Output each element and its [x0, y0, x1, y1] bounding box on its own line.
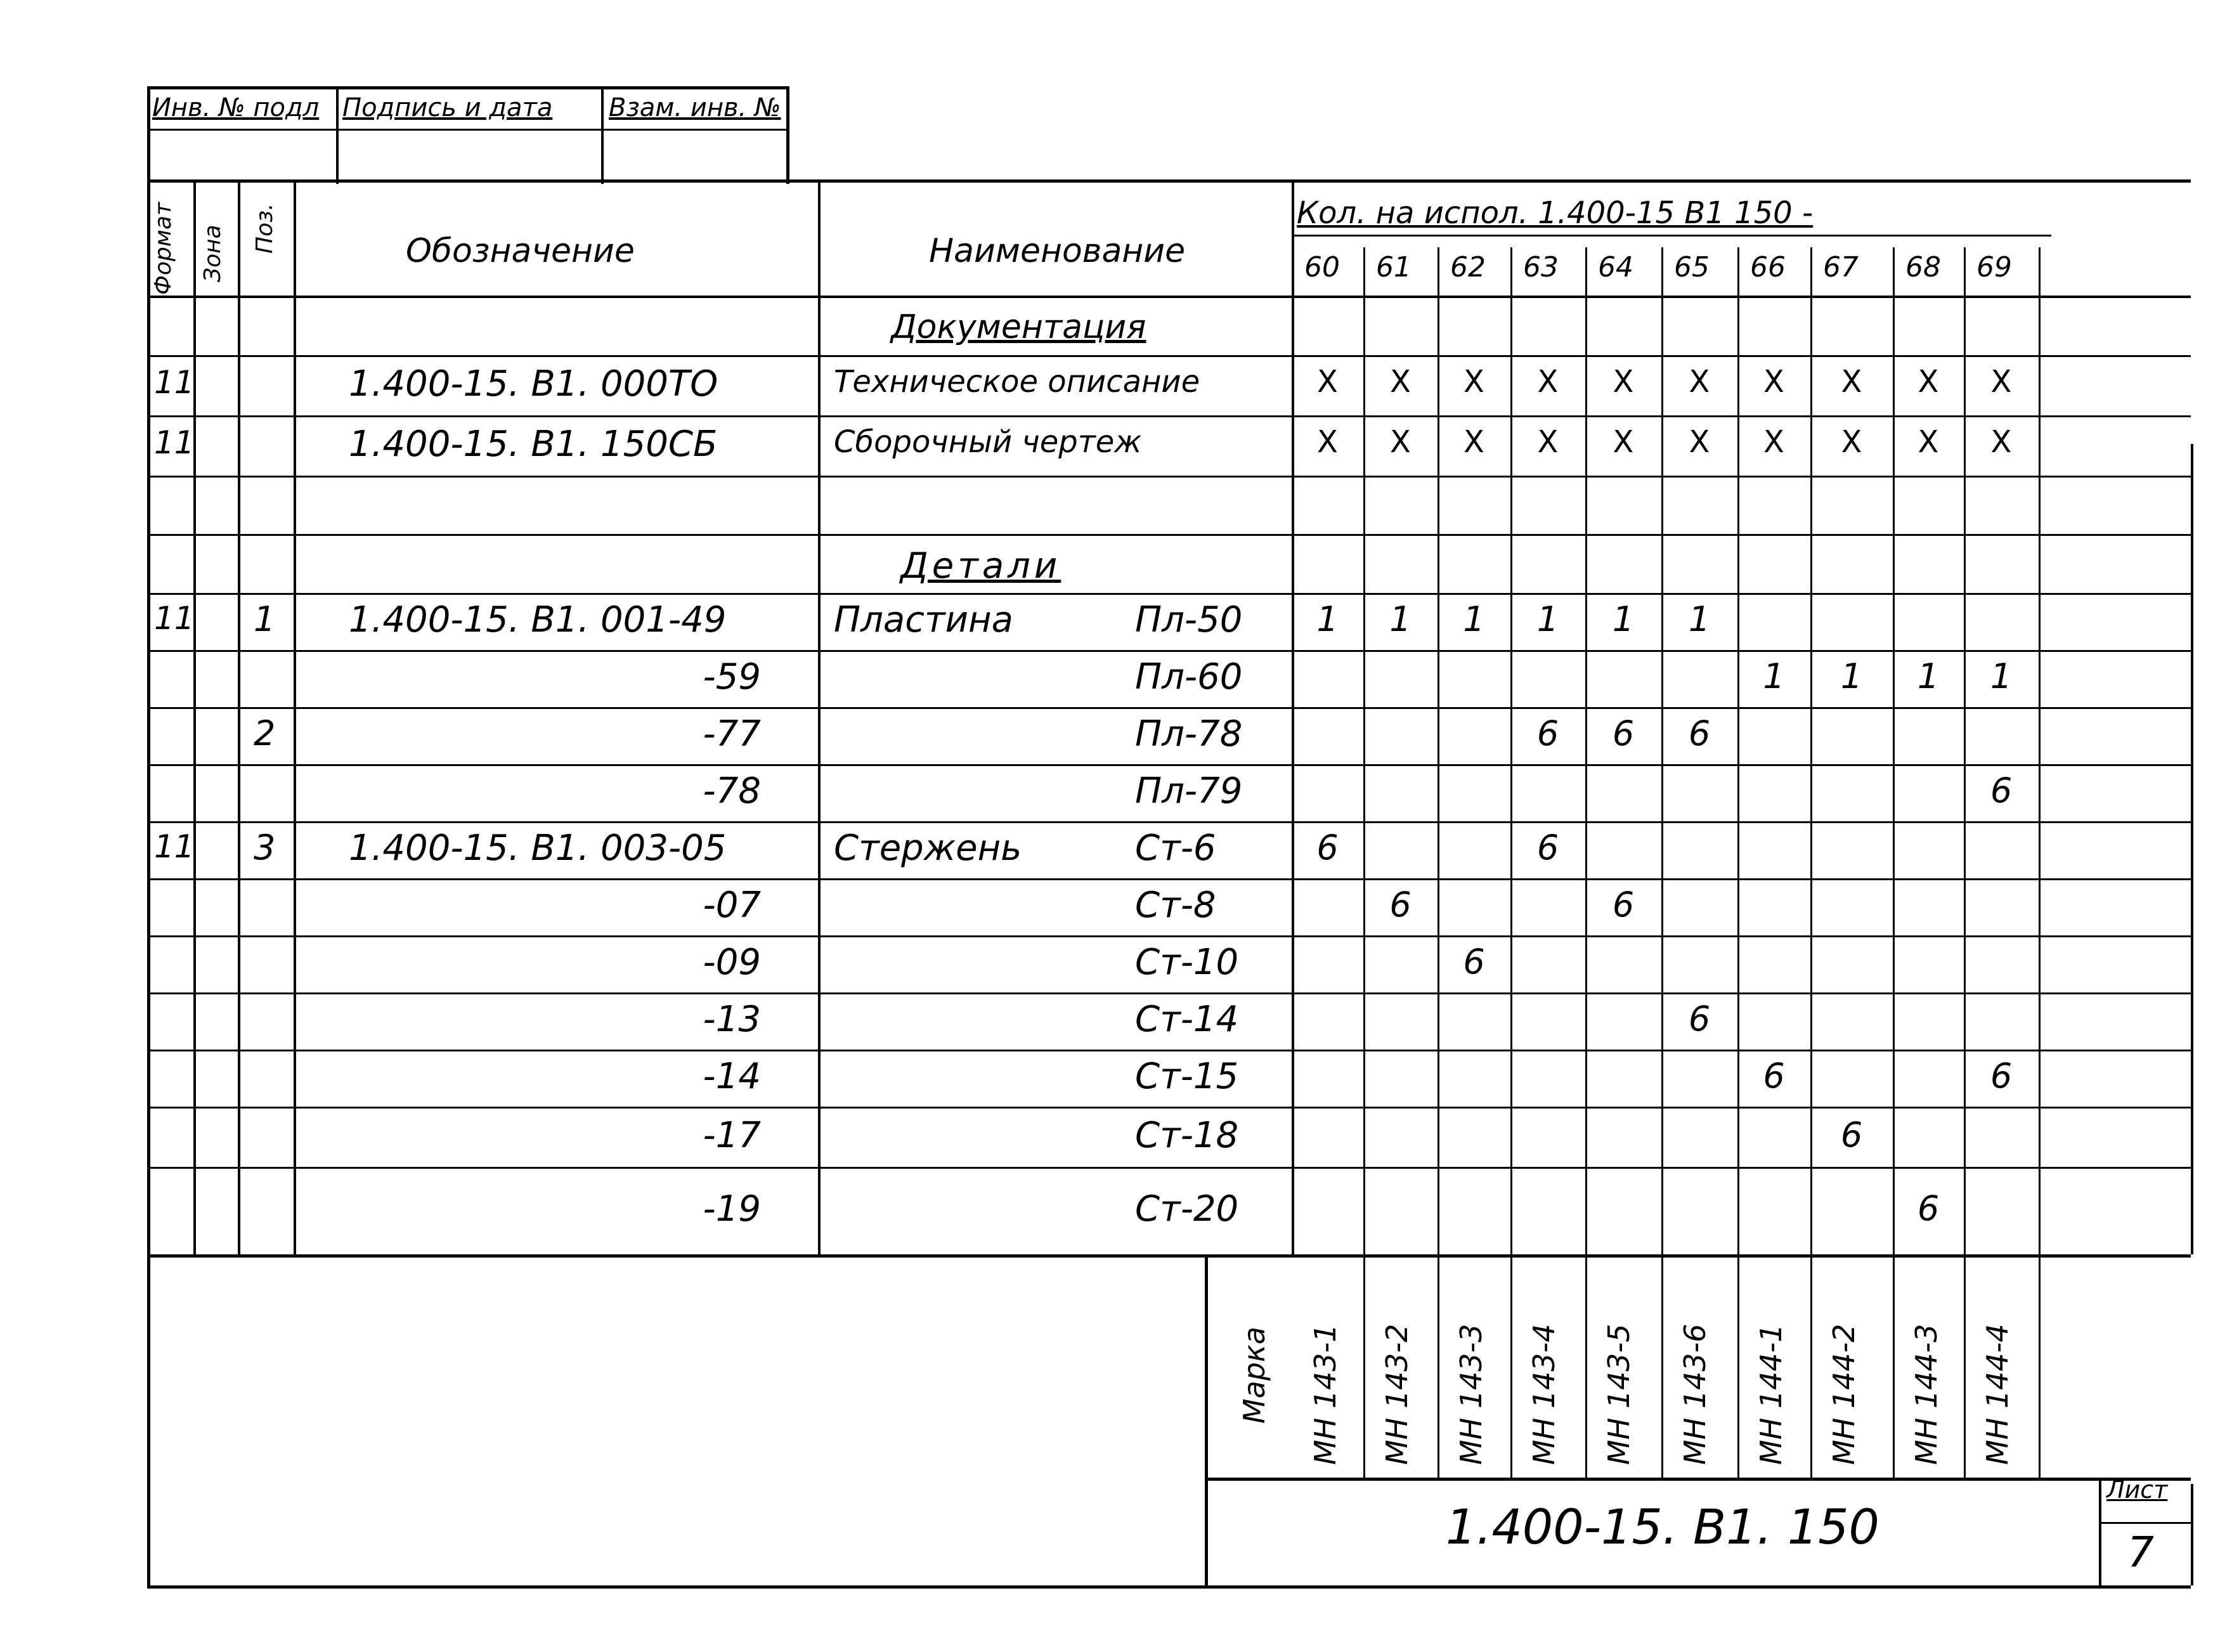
- cell-designation: -78: [703, 771, 761, 812]
- cell-designation: -19: [703, 1188, 761, 1230]
- variant-header-60: 60: [1304, 251, 1340, 283]
- grid-line: [147, 707, 2191, 709]
- grid-line: [147, 129, 789, 131]
- grid-line: [1292, 235, 2051, 237]
- cell-quantity: 1: [1917, 656, 1940, 696]
- grid-line: [786, 86, 789, 184]
- cell-designation: 1.400-15. В1. 003-05: [349, 828, 727, 869]
- cell-quantity: 6: [1763, 1056, 1785, 1096]
- marka-item: МН 143-1: [1308, 1324, 1342, 1465]
- cell-quantity: 6: [1536, 713, 1559, 753]
- marka-item: МН 144-4: [1980, 1324, 2015, 1465]
- variant-header-65: 65: [1674, 251, 1710, 283]
- cell-quantity: X: [1763, 363, 1784, 400]
- cell-name: Стержень: [834, 828, 1022, 869]
- cell-format: 11: [154, 424, 195, 461]
- stamp-vzam-inv: Взам. инв. №: [609, 93, 781, 122]
- marka-item: МН 143-4: [1527, 1324, 1561, 1465]
- grid-line: [147, 534, 2191, 536]
- cell-position: 2: [254, 713, 276, 753]
- cell-quantity: 6: [1612, 713, 1635, 753]
- cell-mark: Ст-10: [1135, 942, 1239, 983]
- cell-quantity: 6: [1840, 1114, 1863, 1155]
- header-oboznachenie: Обозначение: [406, 232, 635, 270]
- cell-designation: 1.400-15. В1. 000ТО: [349, 363, 718, 405]
- cell-quantity: 6: [1536, 828, 1559, 868]
- grid-line: [1205, 1478, 2191, 1481]
- grid-line: [2191, 444, 2193, 1254]
- cell-position: 3: [254, 828, 276, 868]
- grid-line: [193, 179, 196, 1254]
- grid-line: [2039, 247, 2041, 1478]
- grid-line: [147, 415, 2191, 417]
- header-format: Формат: [150, 202, 176, 295]
- cell-quantity: 6: [1688, 999, 1711, 1039]
- grid-line: [336, 86, 339, 184]
- variant-header-63: 63: [1523, 251, 1559, 283]
- cell-name: Пластина: [834, 599, 1013, 641]
- variant-header-61: 61: [1376, 251, 1412, 283]
- cell-quantity: 1: [1463, 599, 1485, 639]
- cell-quantity: X: [1763, 424, 1784, 460]
- grid-line: [147, 1107, 2191, 1109]
- grid-line: [147, 1050, 2191, 1051]
- marka-item: МН 144-2: [1827, 1324, 1861, 1465]
- grid-line: [2099, 1478, 2101, 1585]
- cell-quantity: 6: [1990, 771, 2013, 810]
- cell-quantity: X: [1841, 424, 1862, 460]
- cell-quantity: 1: [1536, 599, 1559, 639]
- cell-mark: Пл-50: [1135, 599, 1243, 641]
- cell-quantity: 1: [1316, 599, 1339, 639]
- cell-quantity: X: [1990, 424, 2012, 460]
- grid-line: [147, 476, 2191, 478]
- cell-quantity: X: [1841, 363, 1862, 400]
- cell-quantity: X: [1390, 363, 1411, 400]
- cell-quantity: 1: [1688, 599, 1711, 639]
- cell-name: Сборочный чертеж: [834, 424, 1142, 460]
- header-zona: Зона: [200, 224, 226, 282]
- grid-line: [147, 821, 2191, 823]
- cell-quantity: 6: [1389, 885, 1412, 925]
- section-documentation: Документация: [891, 308, 1146, 346]
- marka-item: МН 144-1: [1754, 1324, 1788, 1465]
- cell-format: 11: [154, 828, 195, 865]
- variant-header-67: 67: [1823, 251, 1859, 283]
- cell-mark: Ст-6: [1135, 828, 1216, 869]
- cell-mark: Пл-79: [1135, 771, 1243, 812]
- cell-mark: Пл-60: [1135, 656, 1243, 698]
- grid-line: [147, 935, 2191, 937]
- grid-line: [147, 650, 2191, 652]
- stamp-inv-podl: Инв. № подл: [152, 93, 320, 122]
- cell-quantity: X: [1613, 363, 1634, 400]
- grid-line: [147, 1585, 1205, 1589]
- grid-line: [1292, 179, 1294, 1254]
- cell-quantity: 1: [1990, 656, 2013, 696]
- grid-line: [147, 878, 2191, 880]
- cell-quantity: 6: [1917, 1188, 1940, 1228]
- cell-quantity: 6: [1612, 885, 1635, 925]
- cell-designation: 1.400-15. В1. 001-49: [349, 599, 727, 641]
- grid-line: [147, 992, 2191, 994]
- grid-line: [294, 179, 296, 1254]
- grid-line: [147, 296, 2191, 298]
- cell-quantity: X: [1390, 424, 1411, 460]
- cell-mark: Ст-20: [1135, 1188, 1239, 1230]
- grid-line: [147, 86, 150, 184]
- cell-designation: 1.400-15. В1. 150СБ: [349, 423, 718, 465]
- cell-quantity: X: [1463, 424, 1484, 460]
- marka-item: МН 143-2: [1380, 1324, 1414, 1465]
- grid-line: [1292, 179, 2191, 183]
- cell-mark: Ст-14: [1135, 999, 1239, 1040]
- cell-mark: Пл-78: [1135, 713, 1243, 755]
- marka-item: МН 143-6: [1678, 1324, 1712, 1465]
- cell-quantity: X: [1613, 424, 1634, 460]
- cell-quantity: X: [1990, 363, 2012, 400]
- cell-quantity: 6: [1688, 713, 1711, 753]
- grid-line: [818, 179, 821, 1254]
- marka-item: МН 143-5: [1602, 1324, 1636, 1465]
- variant-header-64: 64: [1598, 251, 1633, 283]
- grid-line: [2191, 1484, 2193, 1585]
- cell-quantity: X: [1689, 363, 1710, 400]
- cell-position: 1: [254, 599, 276, 639]
- cell-name: Техническое описание: [834, 363, 1200, 400]
- grid-line: [147, 355, 2191, 357]
- header-naimenovanie: Наименование: [929, 232, 1186, 270]
- cell-quantity: 1: [1389, 599, 1412, 639]
- cell-quantity: X: [1918, 363, 1939, 400]
- cell-quantity: 1: [1840, 656, 1863, 696]
- cell-quantity: 1: [1763, 656, 1785, 696]
- grid-line: [147, 1167, 2191, 1169]
- grid-line: [147, 179, 150, 1585]
- cell-designation: -77: [703, 713, 761, 755]
- cell-quantity: 6: [1990, 1056, 2013, 1096]
- cell-quantity: 6: [1316, 828, 1339, 868]
- cell-mark: Ст-15: [1135, 1056, 1239, 1097]
- section-parts: Детали: [900, 545, 1061, 587]
- cell-designation: -09: [703, 942, 761, 983]
- header-kol-na-ispol: Кол. на испол. 1.400-15 В1 150 -: [1297, 195, 1814, 231]
- cell-designation: -14: [703, 1056, 761, 1097]
- cell-quantity: X: [1317, 363, 1338, 400]
- variant-header-68: 68: [1905, 251, 1941, 283]
- cell-designation: -07: [703, 885, 761, 926]
- grid-line: [2099, 1522, 2191, 1524]
- cell-quantity: X: [1537, 363, 1559, 400]
- sheet-number: 7: [2127, 1528, 2154, 1577]
- grid-line: [1205, 1585, 2191, 1589]
- cell-format: 11: [154, 363, 195, 401]
- grid-line: [1205, 1254, 1208, 1585]
- cell-quantity: X: [1317, 424, 1338, 460]
- marka-label: Марка: [1237, 1326, 1271, 1424]
- grid-line: [147, 593, 2191, 595]
- cell-designation: -13: [703, 999, 761, 1040]
- marka-item: МН 144-3: [1909, 1324, 1944, 1465]
- document-code: 1.400-15. В1. 150: [1446, 1499, 1879, 1555]
- cell-designation: -59: [703, 656, 761, 698]
- header-poz: Поз.: [252, 203, 278, 254]
- grid-line: [147, 764, 2191, 766]
- cell-quantity: X: [1689, 424, 1710, 460]
- cell-format: 11: [154, 600, 195, 637]
- cell-quantity: 1: [1612, 599, 1635, 639]
- marka-item: МН 143-3: [1454, 1324, 1488, 1465]
- cell-mark: Ст-8: [1135, 885, 1216, 926]
- cell-mark: Ст-18: [1135, 1114, 1239, 1156]
- variant-header-62: 62: [1450, 251, 1486, 283]
- variant-header-66: 66: [1750, 251, 1786, 283]
- grid-line: [601, 86, 604, 184]
- grid-line: [238, 179, 240, 1254]
- grid-line: [147, 86, 789, 89]
- cell-quantity: X: [1918, 424, 1939, 460]
- stamp-podpis-data: Подпись и дата: [342, 93, 553, 122]
- grid-line: [147, 1254, 2191, 1258]
- variant-header-69: 69: [1976, 251, 2012, 283]
- cell-quantity: X: [1537, 424, 1559, 460]
- cell-designation: -17: [703, 1114, 761, 1156]
- cell-quantity: 6: [1463, 942, 1485, 982]
- cell-quantity: X: [1463, 363, 1484, 400]
- sheet-label: Лист: [2106, 1476, 2168, 1504]
